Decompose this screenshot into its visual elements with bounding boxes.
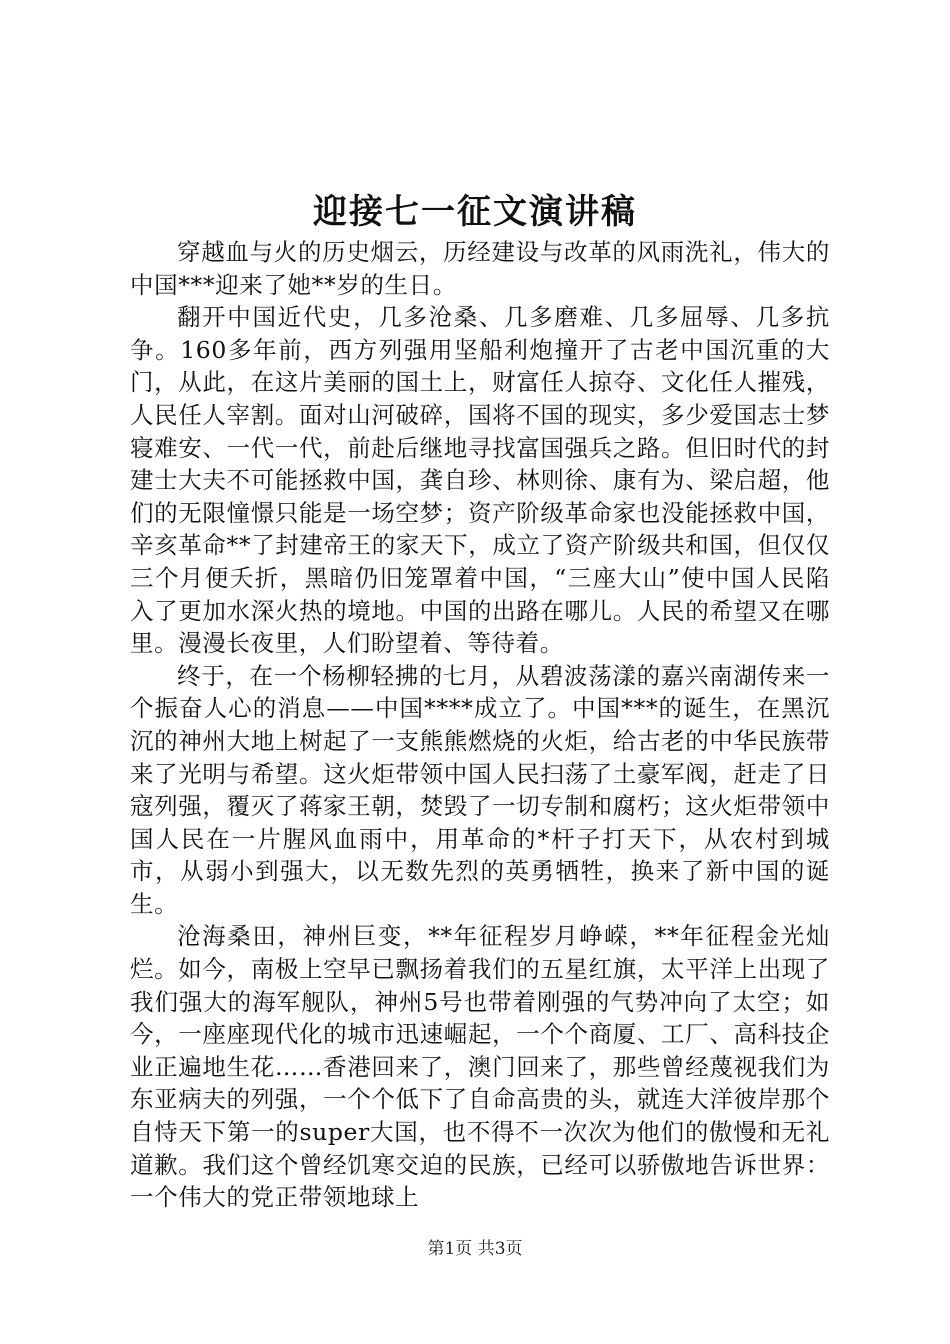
- page-number-footer: 第1页 共3页: [427, 1239, 523, 1259]
- document-body: [130, 236, 830, 1214]
- paragraph-4: 沧海桑田，神州巨变，**年征程岁月峥嵘，**年征程金光灿烂。如今，南极上空早已飘扬着我们的五星红旗，太平洋上出现了我们强大的海军舰队，神州5号也带着刚强的气势冲向了太空；如今，一座座现代化的城市迅速崛起，一个个商厦、工厂、高科技企业正遍地生花……香港回来了，澳门回来了，那些曾经蔑视我们为东亚病夫的列强，一个个低下了自命高贵的头，就连大洋彼岸那个自恃天下第一的super大国，也不得不一次次为他们的傲慢和无礼道歉。我们这个曾经饥寒交迫的民族，已经可以骄傲地告诉世界：一个伟大的党正带领地球上: [130, 922, 830, 1212]
- paragraph-1: 穿越血与火的历史烟云，历经建设与改革的风雨洗礼，伟大的中国***迎来了她**岁的生日。: [130, 238, 830, 299]
- paragraph-2: 翻开中国近代史，几多沧桑、几多磨难、几多屈辱、几多抗争。160多年前，西方列强用坚船利炮撞开了古老中国沉重的大门，从此，在这片美丽的国土上，财富任人掠夺、文化任人摧残，人民任人宰割。面对山河破碎，国将不国的现实，多少爱国志士梦寝难安、一代一代，前赴后继地寻找富国强兵之路。但旧时代的封建士大夫不可能拯救中国，龚自珍、林则徐、康有为、梁启超，他们的无限憧憬只能是一场空梦；资产阶级革命家也没能拯救中国，辛亥革命**了封建帝王的家天下，成立了资产阶级共和国，但仅仅三个月便夭折，黑暗仍旧笼罩着中国，“三座大山”使中国人民陷入了更加水深火热的境地。中国的出路在哪儿。人民的希望又在哪里。漫漫长夜里，人们盼望着、等待着。: [130, 303, 830, 658]
- paragraph-3: 终于，在一个杨柳轻拂的七月，从碧波荡漾的嘉兴南湖传来一个振奋人心的消息——中国****成立了。中国***的诞生，在黑沉沉的神州大地上树起了一支熊熊燃烧的火炬，给古老的中华民族带来了光明与希望。这火炬带领中国人民扫荡了土豪军阀，赶走了日寇列强，覆灭了蒋家王朝，焚毁了一切专制和腐朽；这火炬带领中国人民在一片腥风血雨中，用革命的*杆子打天下，从农村到城市，从弱小到强大，以无数先烈的英勇牺牲，换来了新中国的诞生。: [130, 661, 830, 918]
- document-title: 迎接七一征文演讲稿: [313, 192, 637, 232]
